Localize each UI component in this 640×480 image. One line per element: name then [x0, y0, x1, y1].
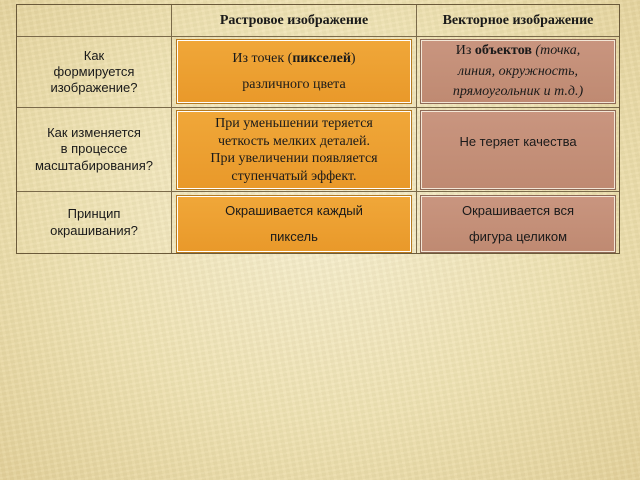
row-label-coloring — [17, 192, 171, 253]
vector-coloring-line: фигура целиком — [468, 228, 568, 244]
vector-formation-box — [421, 40, 615, 103]
raster-formation-line1: Из точек (пикселей) — [232, 51, 356, 66]
row-label-line: формируется — [53, 63, 135, 79]
row-label-line: в процессе — [60, 141, 128, 157]
vector-coloring-line: Окрашивается вся — [462, 203, 574, 219]
row-label-line: Принцип — [67, 206, 121, 222]
row-label-line: окрашивания? — [50, 222, 138, 238]
raster-coloring-line: Окрашивается каждый — [225, 203, 363, 219]
comparison-table — [16, 4, 620, 254]
vector-formation-line2: линия, окружность, — [458, 63, 578, 79]
raster-formation-box — [177, 40, 411, 103]
raster-coloring-box — [177, 196, 411, 252]
raster-scaling-line: При увеличении появляется — [210, 151, 378, 166]
row-label-line: Как изменяется — [47, 125, 141, 141]
raster-scaling-box — [177, 111, 411, 189]
row-label-scaling — [17, 108, 171, 191]
raster-scaling-line: При уменьшении теряется — [215, 116, 373, 131]
row-label-line: Как — [83, 47, 105, 63]
row-label-formation — [17, 37, 171, 107]
header-raster-label: Растровое изображение — [219, 12, 369, 28]
raster-scaling-line: ступенчатый эффект. — [231, 168, 357, 184]
table-divider — [416, 5, 417, 253]
vector-scaling-text: Не теряет качества — [459, 134, 577, 149]
header-vector — [417, 5, 619, 36]
vector-formation-line1: Из объектов (точка, — [455, 43, 581, 59]
raster-formation-line2: различного цвета — [242, 76, 346, 92]
row-label-line: масштабирования? — [34, 157, 153, 173]
table-divider — [171, 5, 172, 253]
vector-coloring-box — [421, 196, 615, 252]
raster-coloring-line: пиксель — [270, 228, 318, 244]
row-label-line: изображение? — [50, 80, 138, 96]
header-raster — [172, 5, 416, 36]
vector-formation-line3: прямоугольник и т.д.) — [452, 84, 584, 100]
raster-scaling-line: четкость мелких деталей. — [217, 133, 371, 149]
header-vector-label: Векторное изображение — [442, 12, 594, 28]
vector-scaling-box — [421, 111, 615, 189]
